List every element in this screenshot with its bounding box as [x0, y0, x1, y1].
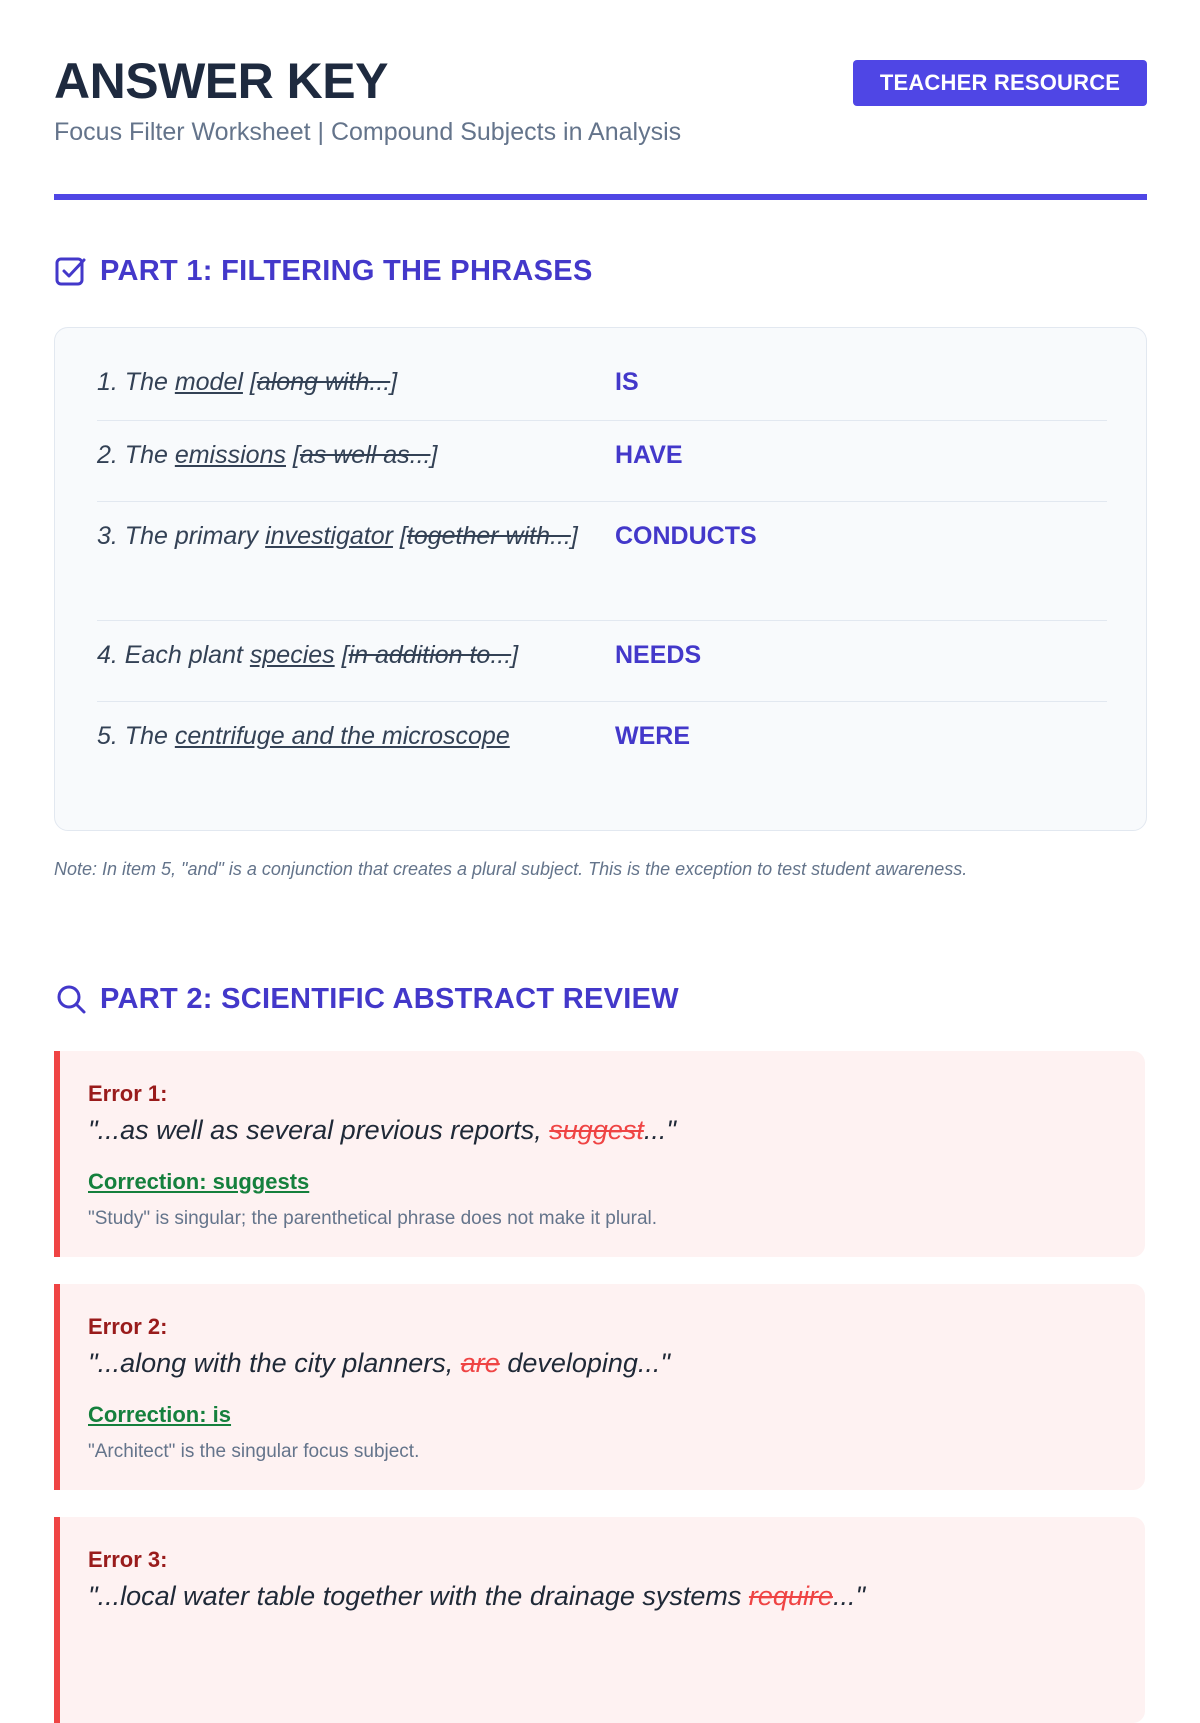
- focus-subject: emissions: [174, 441, 286, 469]
- error-card: [54, 1051, 1145, 1257]
- error-explanation: "Study" is singular; the parenthetical phrase does not make it plural.: [88, 1208, 658, 1229]
- phrase-filter-card: [54, 327, 1147, 831]
- phrase-row: [97, 502, 1107, 621]
- phrase-prefix: 4. Each plant: [97, 641, 250, 669]
- filtered-phrase: as well as...: [299, 441, 431, 469]
- quote-text: ...": [832, 1581, 866, 1611]
- incorrect-verb: require: [748, 1581, 833, 1611]
- phrase-row: [97, 421, 1107, 502]
- filtered-phrase: in addition to...: [348, 641, 512, 669]
- quote-text: ...": [643, 1115, 676, 1145]
- error-title: Error 1:: [88, 1081, 168, 1106]
- focus-subject: centrifuge and the microscope: [174, 722, 510, 750]
- magnifier-icon: [54, 982, 88, 1016]
- phrase-text: [97, 716, 587, 756]
- phrase-prefix: 1. The: [97, 368, 175, 396]
- part1-heading-row: [54, 254, 593, 288]
- bracket-close: ]: [430, 441, 438, 469]
- quote-text: "...along with the city planners,: [88, 1348, 461, 1378]
- bracket-close: ]: [390, 368, 398, 396]
- part2-heading: PART 2: SCIENTIFIC ABSTRACT REVIEW: [100, 982, 679, 1015]
- answer-key-page: [54, 0, 1147, 1611]
- incorrect-verb: suggest: [549, 1115, 644, 1145]
- error-card: [54, 1517, 1145, 1723]
- correction: Correction: is: [88, 1402, 232, 1427]
- error-title: Error 3:: [88, 1547, 168, 1572]
- filtered-phrase: together with...: [406, 522, 571, 550]
- answer-verb: IS: [615, 368, 639, 396]
- bracket-close: ]: [511, 641, 519, 669]
- phrase-prefix: 3. The primary: [97, 522, 266, 550]
- focus-subject: model: [174, 368, 243, 396]
- quote-text: "...as well as several previous reports,: [88, 1115, 550, 1145]
- error-quote: [88, 1348, 670, 1379]
- teacher-note: Note: In item 5, "and" is a conjunction that creates a plural subject. This is the exception to test student awareness.: [54, 859, 968, 879]
- phrase-row: [97, 621, 1107, 702]
- bracket-open: [: [285, 441, 300, 469]
- error-explanation: "Architect" is the singular focus subject.: [88, 1441, 420, 1462]
- phrase-text: [97, 635, 607, 675]
- part2-heading-row: [54, 982, 679, 1016]
- page-title: ANSWER KEY: [54, 53, 388, 109]
- phrase-row: [97, 348, 1107, 421]
- phrase-prefix: 2. The: [97, 441, 175, 469]
- bracket-open: [: [242, 368, 257, 396]
- focus-subject: investigator: [265, 522, 393, 550]
- bracket-open: [: [334, 641, 349, 669]
- phrase-prefix: 5. The: [97, 722, 175, 750]
- teacher-resource-badge: TEACHER RESOURCE: [853, 60, 1147, 106]
- page-header: [54, 0, 1147, 200]
- bracket-open: [: [392, 522, 407, 550]
- quote-text: "...local water table together with the drainage systems: [88, 1581, 749, 1611]
- error-card: [54, 1284, 1145, 1490]
- error-quote: [88, 1115, 676, 1146]
- filtered-phrase: along with...: [256, 368, 391, 396]
- quote-text: developing...": [499, 1348, 671, 1378]
- answer-verb: NEEDS: [615, 641, 702, 669]
- error-title: Error 2:: [88, 1314, 168, 1339]
- answer-verb: HAVE: [615, 441, 683, 469]
- header-divider: [54, 194, 1147, 200]
- phrase-text: [97, 435, 587, 475]
- answer-verb: CONDUCTS: [615, 522, 757, 550]
- phrase-row: [97, 702, 1107, 782]
- bracket-close: ]: [570, 522, 578, 550]
- incorrect-verb: are: [460, 1348, 500, 1378]
- answer-verb: WERE: [615, 722, 690, 750]
- phrase-text: [97, 362, 587, 402]
- correction: Correction: suggests: [88, 1169, 310, 1194]
- phrase-text: [97, 516, 587, 556]
- checkbox-check-icon: [54, 254, 88, 288]
- page-subtitle: Focus Filter Worksheet | Compound Subjects in Analysis: [54, 118, 682, 146]
- error-quote: [88, 1581, 865, 1612]
- focus-subject: species: [249, 641, 335, 669]
- part1-heading: PART 1: FILTERING THE PHRASES: [100, 254, 593, 287]
